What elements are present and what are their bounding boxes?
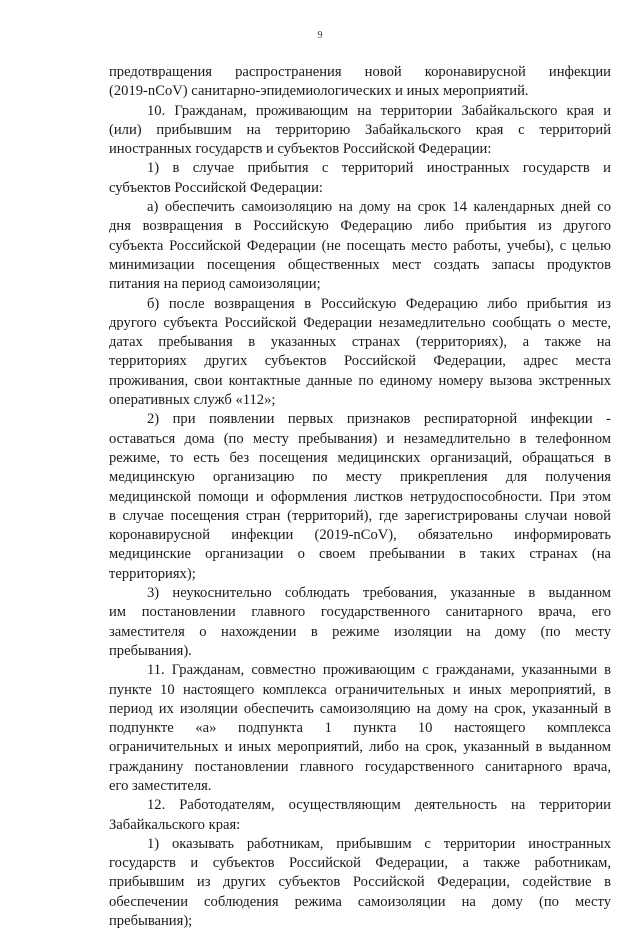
text-line: прибывшим из других субъектов Российской Федерации, содействие в: [109, 874, 611, 891]
text-line: субъекта Российской Федерации (не посещать место работы, учебы), с целью: [109, 237, 611, 254]
text-line: режиме, то есть без посещения медицинских организаций, обращаться в: [109, 449, 611, 466]
text-line: 2) при появлении первых признаков респираторной инфекции -: [147, 411, 611, 428]
paragraph: [109, 63, 611, 102]
text-line: медицинские организации о своем пребывании в таких странах (на: [109, 546, 611, 563]
text-line: питания на период самоизоляции;: [109, 276, 321, 293]
paragraph: [109, 796, 611, 835]
text-line: субъектов Российской Федерации:: [109, 179, 323, 196]
text-line: проживания, свои контактные данные по единому номеру вызова экстренных: [109, 372, 611, 389]
text-line: медицинскую организацию по месту прикрепления для получения: [109, 469, 611, 486]
page-number: 9: [317, 30, 323, 41]
text-line: обеспечении соблюдения режима самоизоляции на дому (по месту: [109, 893, 611, 910]
text-line: территориях других субъектов Российской Федерации, адрес места: [109, 353, 611, 370]
text-line: пункте 10 настоящего комплекса ограничительных и иных мероприятий, в: [109, 681, 611, 698]
text-line: 11. Гражданам, совместно проживающим с гражданами, указанными в: [147, 662, 611, 679]
text-line: территориях);: [109, 565, 196, 582]
text-line: период их изоляции обеспечить самоизоляцию на дому на срок, указанный в: [109, 700, 611, 717]
text-line: минимизации посещения общественных мест создать запасы продуктов: [109, 256, 611, 273]
text-line: 12. Работодателям, осуществляющим деятельность на территории: [147, 797, 611, 814]
text-line: другого субъекта Российской Федерации незамедлительно сообщать о месте,: [109, 314, 611, 331]
text-line: дня возвращения в Российскую Федерацию либо прибытия из другого: [109, 218, 611, 235]
text-line: коронавирусной инфекции (2019-nCoV), обязательно информировать: [109, 527, 611, 544]
text-line: гражданину постановлении главного государственного санитарного врача,: [109, 758, 611, 775]
text-line: государств и субъектов Российской Федерации, а также работникам,: [109, 855, 611, 872]
text-line: заместителя о нахождении в режиме изоляции на дому (по месту: [109, 623, 611, 640]
text-line: (2019-nCoV) санитарно-эпидемиологических и иных мероприятий.: [109, 83, 529, 100]
text-line: его заместителя.: [109, 777, 212, 794]
text-line: медицинской помощи и оформления листков нетрудоспособности. При этом: [109, 488, 611, 505]
text-line: б) после возвращения в Российскую Федерацию либо прибытия из: [147, 295, 611, 312]
text-line: оперативных служб «112»;: [109, 392, 276, 409]
text-line: 10. Гражданам, проживающим на территории Забайкальского края и: [147, 102, 611, 119]
paragraph: [109, 198, 611, 294]
text-line: (или) прибывшим на территорию Забайкальского края с территорий: [109, 121, 611, 138]
text-line: пребывания).: [109, 642, 192, 659]
text-line: подпункте «а» подпункта 1 пункта 10 настоящего комплекса: [109, 720, 611, 737]
text-line: оставаться дома (по месту пребывания) и незамедлительно в телефонном: [109, 430, 611, 447]
paragraph: [109, 835, 611, 931]
paragraph: [109, 295, 611, 411]
paragraph: [109, 159, 611, 198]
text-line: датах пребывания в указанных странах (территориях), а также на: [109, 334, 611, 351]
paragraph: [109, 410, 611, 584]
document-body: [109, 63, 611, 931]
text-line: а) обеспечить самоизоляцию на дому на срок 14 календарных дней со: [147, 199, 611, 216]
text-line: предотвращения распространения новой коронавирусной инфекции: [109, 64, 611, 80]
text-line: пребывания);: [109, 913, 193, 930]
paragraph: [109, 102, 611, 160]
text-line: Забайкальского края:: [109, 816, 241, 833]
text-line: им постановлении главного государственного санитарного врача, его: [109, 604, 611, 621]
paragraph: [109, 661, 611, 796]
text-line: 3) неукоснительно соблюдать требования, указанные в выданном: [147, 585, 611, 602]
text-line: иностранных государств и субъектов Российской Федерации:: [109, 141, 492, 158]
paragraph: [109, 584, 611, 661]
text-line: 1) оказывать работникам, прибывшим с территории иностранных: [147, 835, 611, 852]
text-line: 1) в случае прибытия с территорий иностранных государств и: [147, 160, 611, 177]
text-line: ограничительных и иных мероприятий, либо на срок, указанный в выданном: [109, 739, 611, 756]
text-line: в случае посещения стран (территорий), где зарегистрированы случаи новой: [109, 507, 611, 524]
